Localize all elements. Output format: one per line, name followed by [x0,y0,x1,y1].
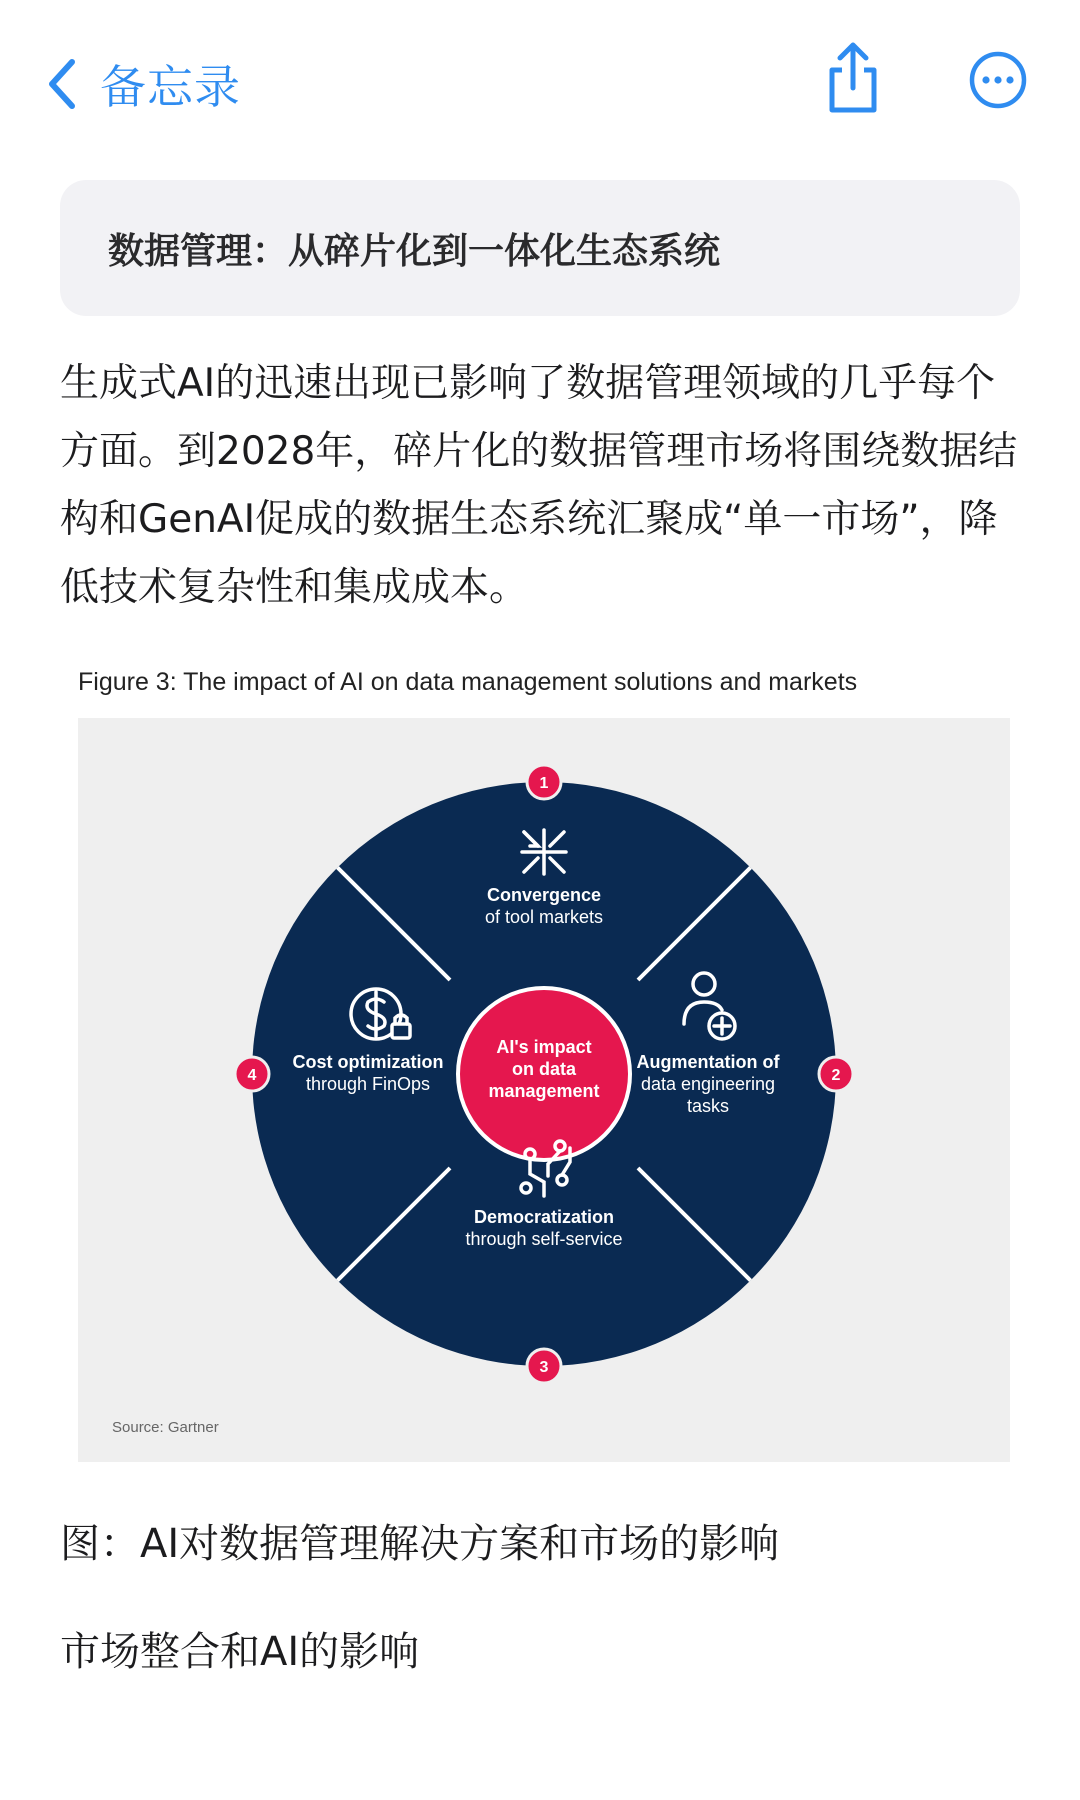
headline-card [60,180,1020,316]
figure-source: Source: Gartner [112,1419,219,1436]
segment-1-line-1: Convergence [486,885,602,905]
badge-2-label: 2 [831,1067,841,1084]
headline: 数据管理：从碎片化到一体化生态系统 [108,230,721,272]
segment-4-line-1: Cost optimization [292,1052,444,1072]
more-button[interactable] [968,50,1028,110]
figure-title: Figure 3: The impact of AI on data management solutions and markets [78,668,858,696]
share-button[interactable] [822,40,884,116]
back-label: 备忘录 [100,60,241,114]
segment-4-line-2: through FinOps [305,1074,431,1094]
badge-4-label: 4 [247,1067,257,1084]
segment-2-line-2: data engineering [640,1074,776,1094]
figure-caption: 图：AI对数据管理解决方案和市场的影响 [60,1521,780,1567]
badge-1-label: 1 [539,775,549,792]
center-label-line-2: on data [511,1059,577,1079]
center-label-line-3: management [488,1081,600,1101]
badge-2 [819,1057,853,1091]
section-subheading: 市场整合和AI的影响 [60,1629,420,1675]
center-label-line-1: AI's impact [496,1037,592,1057]
badge-1 [527,765,561,799]
chevron-left-icon [44,56,80,112]
body-paragraph: 生成式AI的迅速出现已影响了数据管理领域的几乎每个方面。到2028年，碎片化的数据管理市场将围绕数据结构和GenAI促成的数据生态系统汇聚成“单一市场”，降低技术复杂性和集成成本。 [60,361,1018,610]
segment-2-line-1: Augmentation of [636,1052,780,1072]
figure-image [78,718,1010,1462]
impact-wheel-diagram [78,718,1010,1462]
navigation-bar [0,0,1080,170]
back-button[interactable] [44,48,241,120]
badge-3 [527,1349,561,1383]
share-icon [822,40,884,116]
convergence-arrows-icon [522,830,566,874]
segment-1-line-2: of tool markets [484,907,604,927]
more-icon [968,50,1028,110]
segment-3-line-1: Democratization [473,1207,615,1227]
segment-3-line-2: through self-service [465,1229,623,1249]
badge-4 [235,1057,269,1091]
segment-2-line-3: tasks [686,1096,730,1116]
badge-3-label: 3 [539,1359,549,1376]
